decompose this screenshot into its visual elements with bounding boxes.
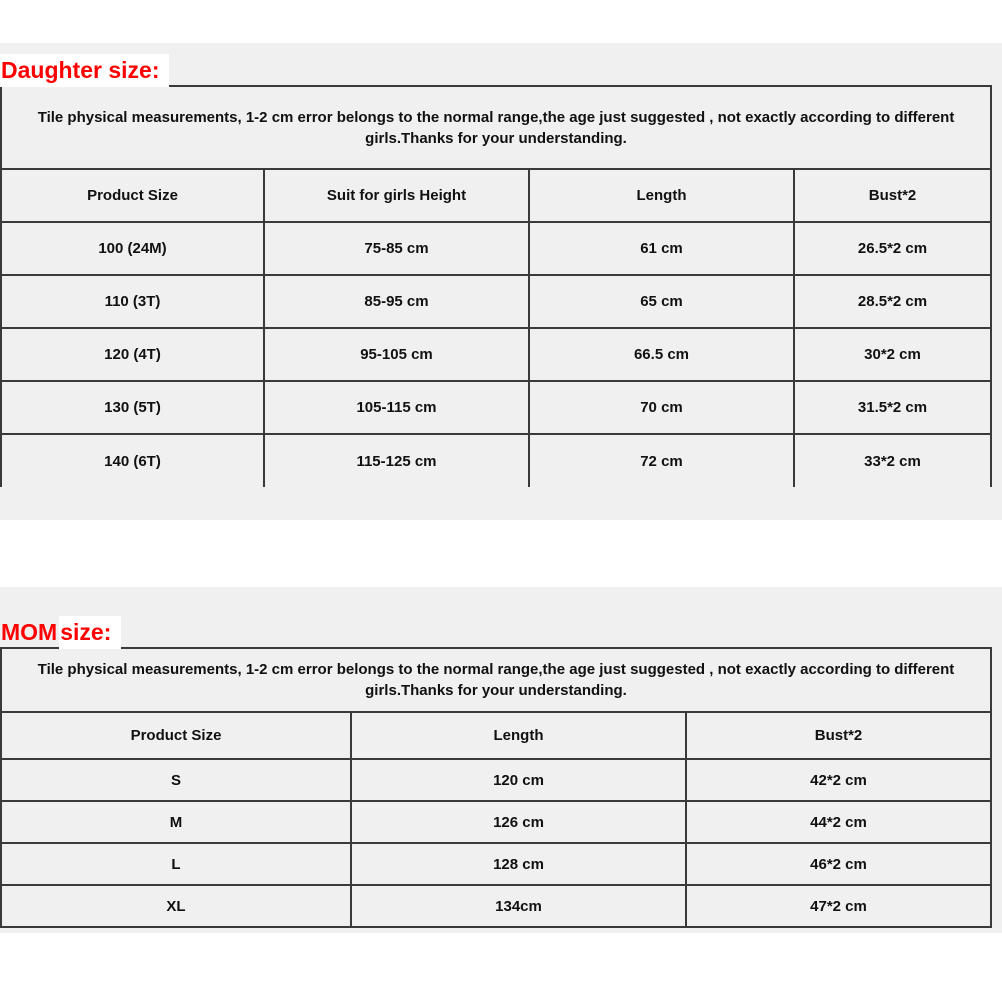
measurement-note bbox=[1, 86, 991, 169]
cell-bust: 42*2 cm bbox=[686, 759, 991, 801]
cell-size: 120 (4T) bbox=[1, 328, 264, 381]
table-row bbox=[1, 759, 991, 801]
cell-size: 100 (24M) bbox=[1, 222, 264, 275]
cell-size: M bbox=[1, 801, 351, 843]
cell-size: XL bbox=[1, 885, 351, 927]
cell-size: 110 (3T) bbox=[1, 275, 264, 328]
daughter-heading-row bbox=[0, 43, 1002, 85]
mom-heading-word: MOM bbox=[1, 619, 58, 645]
table-row bbox=[1, 381, 991, 434]
cell-length: 120 cm bbox=[351, 759, 686, 801]
cell-bust: 47*2 cm bbox=[686, 885, 991, 927]
note-line-1: Tile physical measurements, 1-2 cm error belongs to the normal range,the age just suggested , not exactly according to different bbox=[37, 108, 955, 126]
cell-bust: 46*2 cm bbox=[686, 843, 991, 885]
measurement-note bbox=[1, 648, 991, 712]
cell-length: 61 cm bbox=[529, 222, 794, 275]
cell-length: 72 cm bbox=[529, 434, 794, 487]
cell-length: 134cm bbox=[351, 885, 686, 927]
table-row bbox=[1, 434, 991, 487]
mom-size-table bbox=[0, 647, 992, 928]
table-row bbox=[1, 885, 991, 927]
table-row bbox=[1, 801, 991, 843]
cell-height: 105-115 cm bbox=[264, 381, 529, 434]
cell-bust: 44*2 cm bbox=[686, 801, 991, 843]
note-line-2: girls.Thanks for your understanding. bbox=[365, 129, 627, 147]
cell-length: 126 cm bbox=[351, 801, 686, 843]
cell-bust: 28.5*2 cm bbox=[794, 275, 991, 328]
cell-height: 95-105 cm bbox=[264, 328, 529, 381]
note-row bbox=[1, 648, 991, 712]
cell-bust: 33*2 cm bbox=[794, 434, 991, 487]
header-row bbox=[1, 712, 991, 759]
note-row bbox=[1, 86, 991, 169]
cell-bust: 31.5*2 cm bbox=[794, 381, 991, 434]
table-row bbox=[1, 222, 991, 275]
table-row bbox=[1, 275, 991, 328]
cell-length: 128 cm bbox=[351, 843, 686, 885]
header-row bbox=[1, 169, 991, 222]
mom-heading-highlight: size: bbox=[59, 616, 121, 649]
mom-size-section bbox=[0, 587, 1002, 933]
col-header-bust: Bust*2 bbox=[686, 712, 991, 759]
table-row bbox=[1, 328, 991, 381]
col-header-product-size: Product Size bbox=[1, 169, 264, 222]
mom-size-heading bbox=[0, 619, 121, 645]
top-white-band bbox=[0, 0, 1002, 43]
table-row bbox=[1, 843, 991, 885]
note-line-1: Tile physical measurements, 1-2 cm error belongs to the normal range,the age just suggested , not exactly according to different bbox=[37, 661, 955, 678]
cell-length: 70 cm bbox=[529, 381, 794, 434]
daughter-size-heading bbox=[0, 57, 169, 83]
cell-size: 130 (5T) bbox=[1, 381, 264, 434]
col-header-length: Length bbox=[351, 712, 686, 759]
cell-size: S bbox=[1, 759, 351, 801]
middle-white-band bbox=[0, 520, 1002, 587]
cell-size: 140 (6T) bbox=[1, 434, 264, 487]
cell-height: 85-95 cm bbox=[264, 275, 529, 328]
daughter-size-table bbox=[0, 85, 992, 487]
cell-bust: 26.5*2 cm bbox=[794, 222, 991, 275]
cell-size: L bbox=[1, 843, 351, 885]
cell-height: 115-125 cm bbox=[264, 434, 529, 487]
cell-length: 66.5 cm bbox=[529, 328, 794, 381]
cell-length: 65 cm bbox=[529, 275, 794, 328]
col-header-product-size: Product Size bbox=[1, 712, 351, 759]
daughter-heading-text: Daughter size: bbox=[0, 54, 169, 87]
cell-height: 75-85 cm bbox=[264, 222, 529, 275]
mom-heading-row bbox=[0, 587, 1002, 647]
col-header-suit-height: Suit for girls Height bbox=[264, 169, 529, 222]
col-header-bust: Bust*2 bbox=[794, 169, 991, 222]
col-header-length: Length bbox=[529, 169, 794, 222]
note-line-2: girls.Thanks for your understanding. bbox=[365, 682, 627, 699]
daughter-size-section bbox=[0, 43, 1002, 520]
cell-bust: 30*2 cm bbox=[794, 328, 991, 381]
